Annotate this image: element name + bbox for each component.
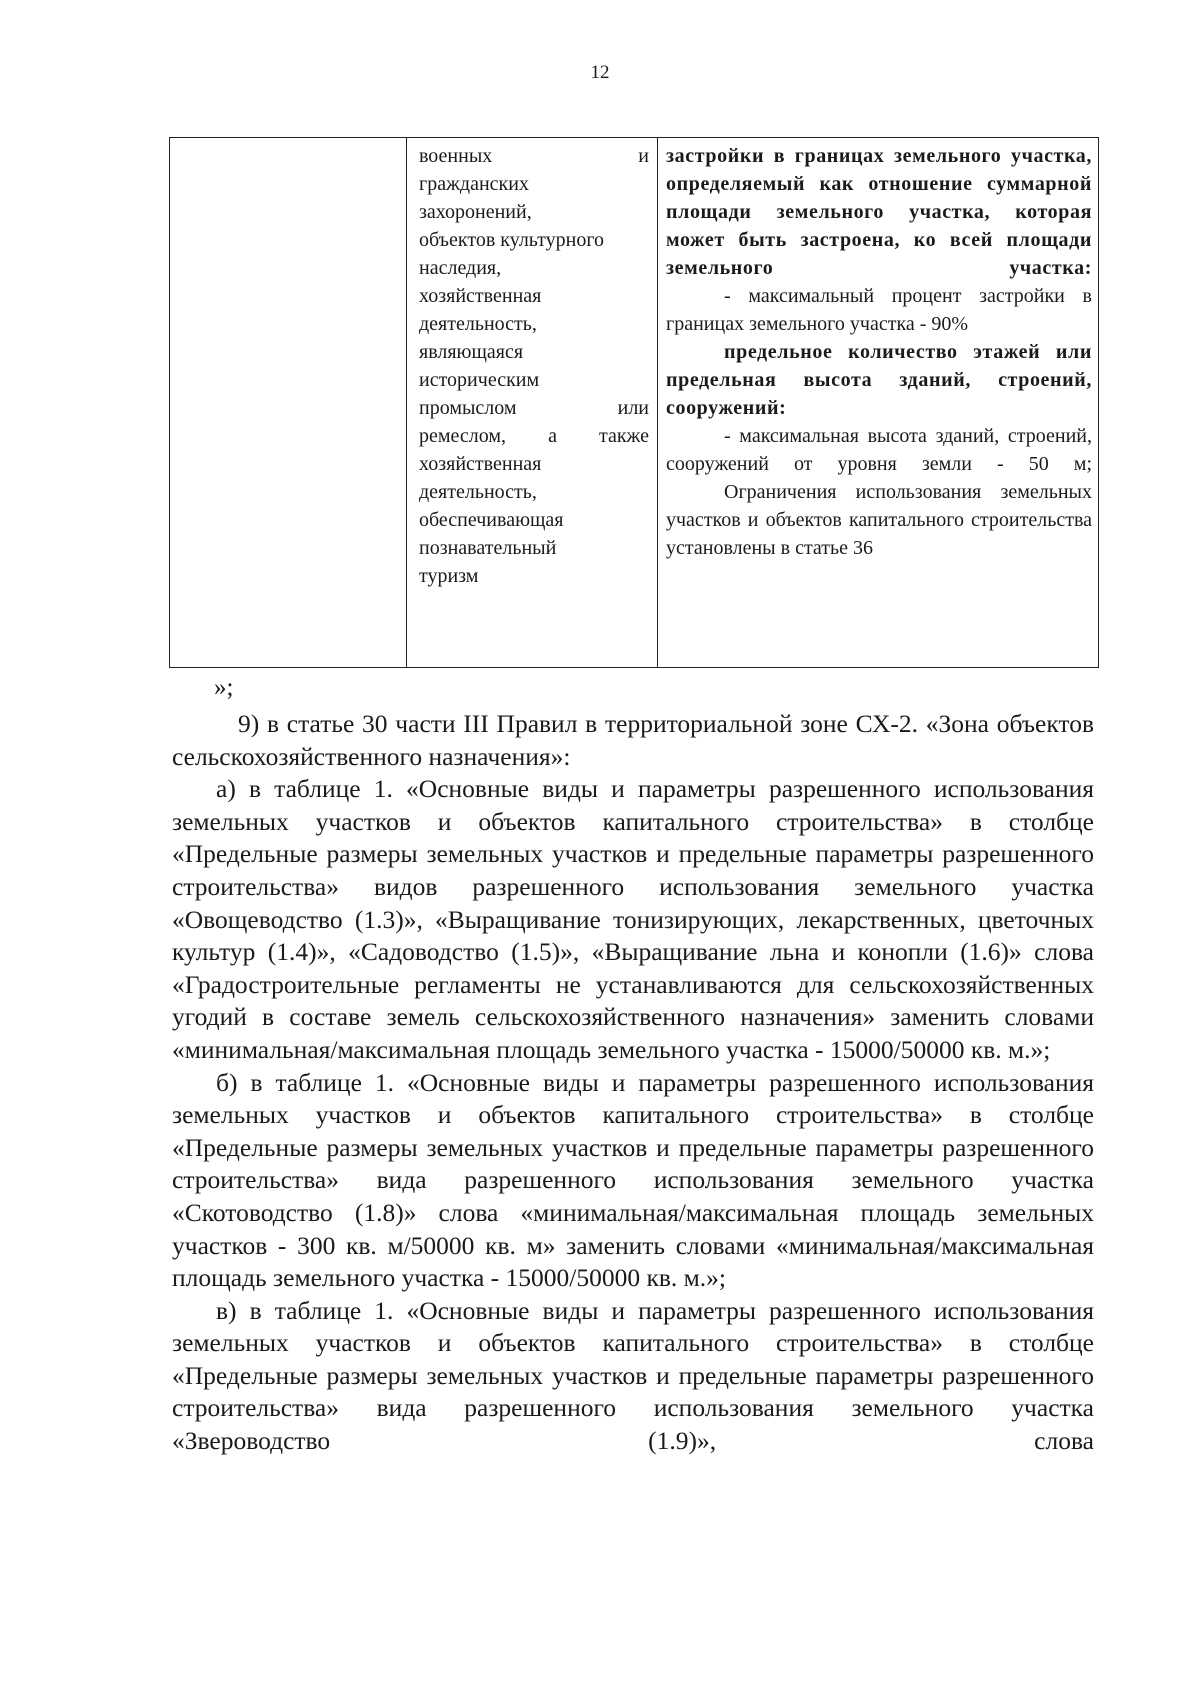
permitted-use-text (407, 138, 657, 590)
paragraph-item-9: 9) в статье 30 части III Правил в территориальной зоне СХ-2. «Зона объектов сельскохозяйственного назначения»: (172, 709, 1094, 771)
permitted-use-line: историческим (419, 369, 540, 391)
permitted-use-line: деятельность, (419, 481, 537, 503)
permitted-use-line: познавательный (419, 537, 557, 559)
paragraph-subitem-b: б) в таблице 1. «Основные виды и параметры разрешенного использования земельных участков и объектов капитального строительства» в столбце «Предельные размеры земельных участков и предельные параметры разрешенного строительства» вида разрешенного использования земельного участка «Скотоводство (1.8)» слова «минимальная/максимальная площадь земельных участков - 300 кв. м/50000 кв. м» заменить словами «минимальная/максимальная площадь земельного участка - 15000/50000 кв. м.»; (172, 1067, 1094, 1293)
permitted-use-line: захоронений, (419, 201, 532, 223)
closing-quote-mark: »; (214, 674, 234, 701)
continued-regulations-table (169, 137, 1099, 668)
amendment-text (172, 708, 1094, 1458)
page-number: 12 (590, 62, 610, 83)
permitted-use-line: хозяйственная (419, 285, 542, 307)
max-building-percentage: - максимальный процент застройки в границах земельного участка - 90% (666, 285, 1092, 335)
permitted-use-line: гражданских (419, 173, 529, 195)
permitted-use-line: объектов культурного (419, 229, 605, 251)
floors-height-heading: предельное количество этажей или предельная высота зданий, строений, сооружений: (666, 341, 1092, 419)
permitted-use-line: являющаяся (419, 341, 524, 363)
building-percentage-definition: застройки в границах земельного участка, определяемый как отношение суммарной площади земельного участка, которая может быть застроена, ко всей площади земельного участка: (666, 145, 1092, 279)
table-cell-empty (170, 138, 407, 668)
paragraph-subitem-a: а) в таблице 1. «Основные виды и параметры разрешенного использования земельных участков и объектов капитального строительства» в столбце «Предельные размеры земельных участков и предельные параметры разрешенного строительства» видов разрешенного использования земельного участка «Овощеводство (1.3)», «Выращивание тонизирующих, лекарственных, цветочных культур (1.4)», «Садоводство (1.5)», «Выращивание льна и конопли (1.6)» слова «Градостроительные регламенты не устанавливаются для сельскохозяйственных угодий в составе земель сельскохозяйственного назначения» заменить словами «минимальная/максимальная площадь земельного участка - 15000/50000 кв. м.»; (172, 774, 1094, 1064)
table-cell-parameters (658, 138, 1099, 668)
table-cell-permitted-use (407, 138, 658, 668)
permitted-use-line: деятельность, (419, 313, 537, 335)
permitted-use-line: наследия, (419, 257, 502, 279)
restrictions-note: Ограничения использования земельных участков и объектов капитального строительства установлены в статье 36 (666, 481, 1092, 559)
permitted-use-line: хозяйственная (419, 453, 542, 475)
table-row (170, 138, 1099, 668)
permitted-use-line: военных и (419, 145, 649, 167)
parameters-text (658, 138, 1098, 562)
paragraph-subitem-c: в) в таблице 1. «Основные виды и параметры разрешенного использования земельных участков и объектов капитального строительства» в столбце «Предельные размеры земельных участков и предельные параметры разрешенного строительства» вида разрешенного использования земельного участка «Звероводство (1.9)», слова (172, 1295, 1094, 1456)
max-height-value: - максимальная высота зданий, строений, сооружений от уровня земли - 50 м; (666, 425, 1092, 475)
permitted-use-line: промыслом или (419, 397, 649, 419)
permitted-use-line: туризм (419, 565, 479, 587)
permitted-use-line: обеспечивающая (419, 509, 564, 531)
permitted-use-line: ремеслом, а также (419, 425, 649, 447)
